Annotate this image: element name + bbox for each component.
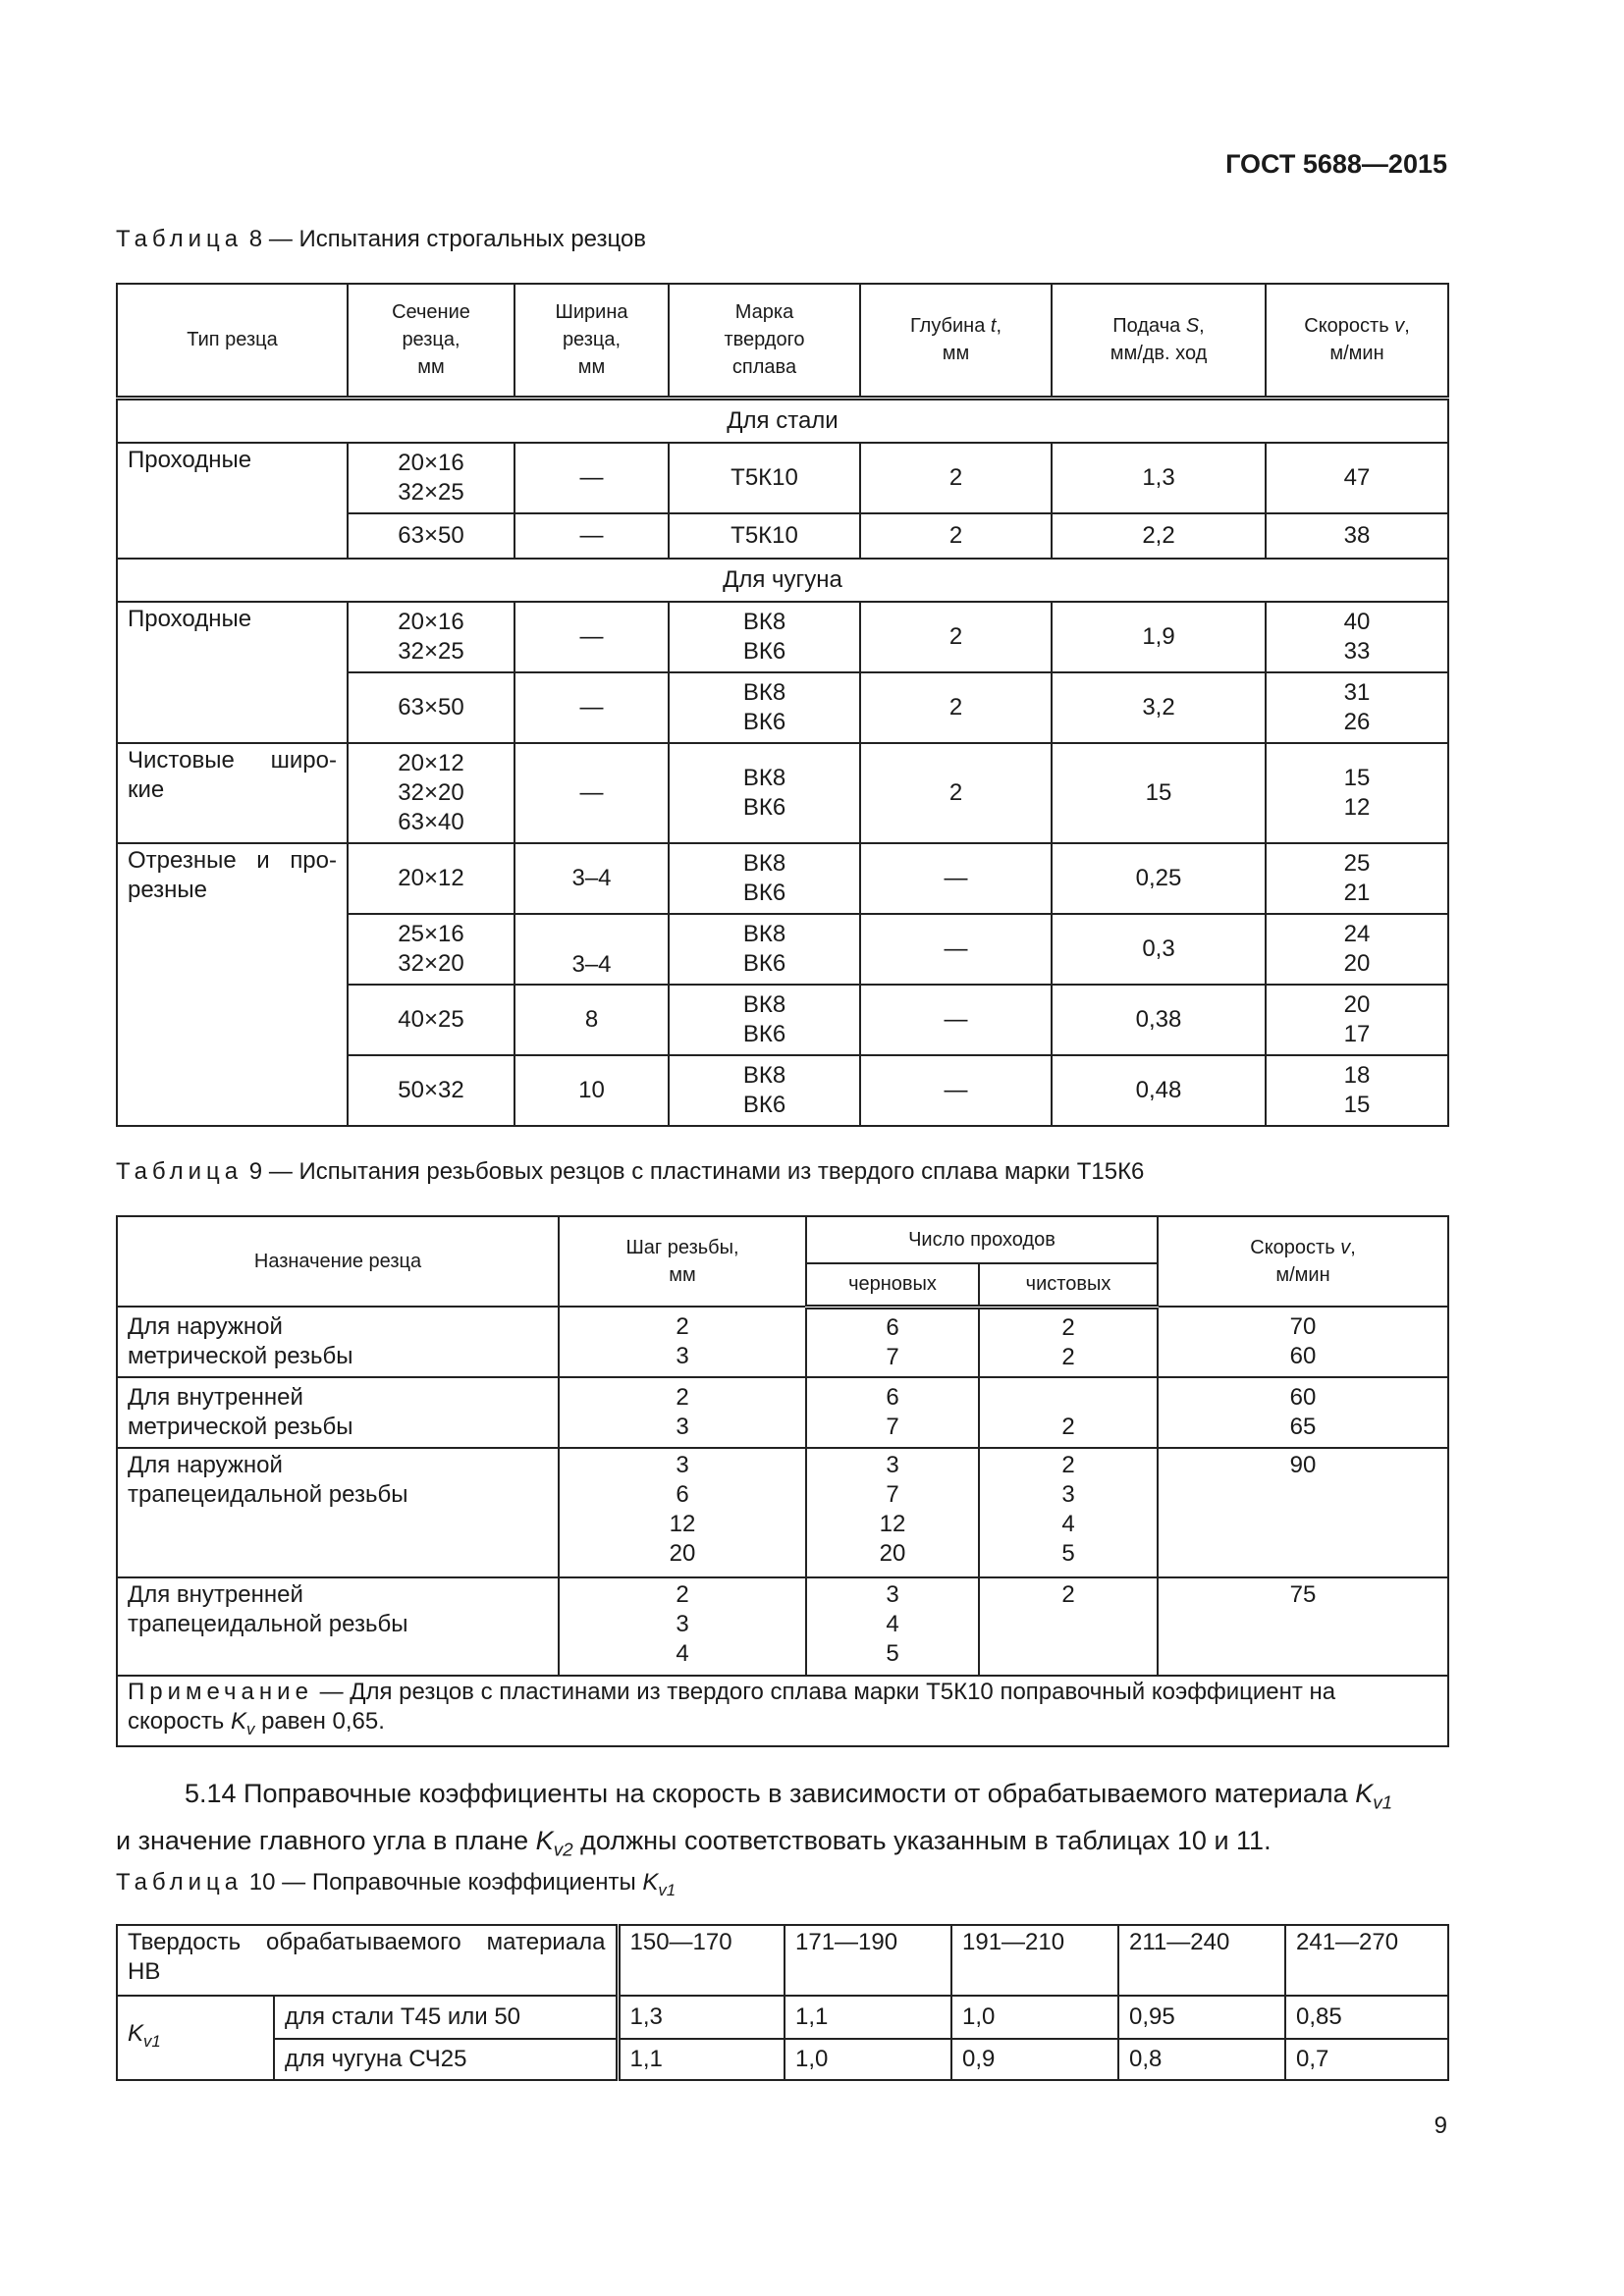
table8-group-steel: Для стали xyxy=(117,398,1448,443)
table-row xyxy=(117,1307,1448,1377)
table9-cell-rough: 3 4 5 xyxy=(806,1577,979,1676)
table9-cell-finish: 2 2 xyxy=(979,1307,1158,1377)
table8-cell-section: 20×12 32×20 63×40 xyxy=(348,743,514,843)
table8-cell-grade: ВК8 ВК6 xyxy=(669,843,860,914)
table9-header-finish: чистовых xyxy=(979,1263,1158,1307)
table8-cell-speed: 20 17 xyxy=(1266,985,1448,1055)
table10 xyxy=(116,1924,1449,2081)
table10-cell-value: 1,1 xyxy=(618,2039,785,2080)
table8-cell-depth: 2 xyxy=(860,672,1052,743)
table10-cell-value: 0,7 xyxy=(1285,2039,1448,2080)
table9-note: Примечание — Для резцов с пластинами из твердого сплава марки Т5К10 поправочный коэффициент на скорость $K_v$ равен 0,65. xyxy=(117,1676,1448,1746)
document-id: ГОСТ 5688—2015 xyxy=(1225,149,1447,179)
table10-header-label: Твердость обрабатываемого материала НВ xyxy=(117,1925,618,1996)
table8-cell-grade: Т5К10 xyxy=(669,513,860,559)
table9-header-pitch: Шаг резьбы, мм xyxy=(559,1216,806,1307)
table8-cell-section: 20×16 32×25 xyxy=(348,602,514,672)
table8-cell-feed: 15 xyxy=(1052,743,1266,843)
table8-cell-speed: 24 20 xyxy=(1266,914,1448,985)
table8-cell-section: 63×50 xyxy=(348,513,514,559)
page-number: 9 xyxy=(1434,2112,1447,2139)
table8-cell-width: — xyxy=(514,743,669,843)
table10-row-label: для стали Т45 или 50 xyxy=(274,1996,618,2039)
table8-cell-type: Проходные xyxy=(117,443,348,559)
table-row xyxy=(117,1448,1448,1577)
table9-cell-finish: 2 xyxy=(979,1577,1158,1676)
table10-row-label: для чугуна СЧ25 xyxy=(274,2039,618,2080)
table9-note-row xyxy=(117,1676,1448,1746)
table8-cell-depth: — xyxy=(860,843,1052,914)
table8-cell-section: 63×50 xyxy=(348,672,514,743)
table10-range: 211—240 xyxy=(1118,1925,1285,1996)
table8-cell-feed: 0,3 xyxy=(1052,914,1266,985)
table10-caption-text: — Поправочные коэффициенты xyxy=(282,1869,636,1896)
table10-caption-number: 10 xyxy=(248,1869,276,1896)
table10-header-row xyxy=(117,1925,1448,1996)
table8-cell-speed: 40 33 xyxy=(1266,602,1448,672)
table8-caption-text: — Испытания строгальных резцов xyxy=(268,226,647,252)
table10-cell-value: 1,1 xyxy=(785,1996,951,2039)
table8-cell-section: 40×25 xyxy=(348,985,514,1055)
table8-cell-type: Отрезные и про- резные xyxy=(117,843,348,1126)
table-row xyxy=(117,743,1448,843)
table-row xyxy=(117,443,1448,513)
table9-cell-speed: 60 65 xyxy=(1158,1377,1448,1448)
table8-cell-section: 20×16 32×25 xyxy=(348,443,514,513)
table-row xyxy=(117,2039,1448,2080)
table9-cell-rough: 3 7 12 20 xyxy=(806,1448,979,1577)
table10-cell-value: 0,9 xyxy=(951,2039,1118,2080)
table8-cell-width: 3–4 xyxy=(514,843,669,914)
table8-header-row xyxy=(117,284,1448,398)
table8-cell-width: 8 xyxy=(514,985,669,1055)
table8-header-width: Ширина резца, мм xyxy=(514,284,669,398)
table8-cell-width: 10 xyxy=(514,1055,669,1126)
table9-cell-purpose: Для наружной трапецеидальной резьбы xyxy=(117,1448,559,1577)
table8-cell-grade: ВК8 ВК6 xyxy=(669,602,860,672)
table9-cell-pitch: 2 3 4 xyxy=(559,1577,806,1676)
table8-cell-grade: ВК8 ВК6 xyxy=(669,914,860,985)
table8-group-row xyxy=(117,398,1448,443)
table8-cell-depth: 2 xyxy=(860,513,1052,559)
table8-cell-width: — xyxy=(514,443,669,513)
table10-cell-value: 0,8 xyxy=(1118,2039,1285,2080)
table9-cell-speed: 70 60 xyxy=(1158,1307,1448,1377)
table8-cell-grade: Т5К10 xyxy=(669,443,860,513)
table8-cell-depth: 2 xyxy=(860,743,1052,843)
table9-cell-rough: 6 7 xyxy=(806,1307,979,1377)
table8-cell-width: 3–4 xyxy=(514,914,669,985)
table-row xyxy=(117,1996,1448,2039)
table8-cell-speed: 31 26 xyxy=(1266,672,1448,743)
table9-cell-purpose: Для внутренней трапецеидальной резьбы xyxy=(117,1577,559,1676)
table8-cell-grade: ВК8 ВК6 xyxy=(669,672,860,743)
table8-cell-section: 50×32 xyxy=(348,1055,514,1126)
table8-header-depth: Глубина t, мм xyxy=(860,284,1052,398)
table9-cell-pitch: 2 3 xyxy=(559,1307,806,1377)
table8-cell-grade: ВК8 ВК6 xyxy=(669,743,860,843)
table8 xyxy=(116,283,1449,1127)
table8-cell-feed: 0,25 xyxy=(1052,843,1266,914)
table10-range: 191—210 xyxy=(951,1925,1118,1996)
table9-cell-pitch: 2 3 xyxy=(559,1377,806,1448)
table8-cell-depth: 2 xyxy=(860,443,1052,513)
table-row xyxy=(117,602,1448,672)
table8-cell-feed: 0,38 xyxy=(1052,985,1266,1055)
table8-cell-grade: ВК8 ВК6 xyxy=(669,985,860,1055)
table9-cell-speed: 75 xyxy=(1158,1577,1448,1676)
table8-cell-width: — xyxy=(514,513,669,559)
table9-cell-pitch: 3 6 12 20 xyxy=(559,1448,806,1577)
table8-cell-speed: 25 21 xyxy=(1266,843,1448,914)
table8-group-row xyxy=(117,559,1448,602)
table9-caption-word: Таблица xyxy=(116,1158,244,1185)
table8-cell-depth: — xyxy=(860,1055,1052,1126)
table9-caption-text: — Испытания резьбовых резцов с пластинами из твердого сплава марки Т15К6 xyxy=(268,1158,1145,1185)
table10-range: 150—170 xyxy=(618,1925,785,1996)
table-row xyxy=(117,1577,1448,1676)
table9-header-row xyxy=(117,1216,1448,1263)
table10-cell-value: 1,0 xyxy=(785,2039,951,2080)
table10-k-label: $K_{v1}$ xyxy=(117,1996,274,2080)
table8-header-feed: Подача S, мм/дв. ход xyxy=(1052,284,1266,398)
table8-cell-type: Чистовые широ- кие xyxy=(117,743,348,843)
table8-cell-depth: — xyxy=(860,985,1052,1055)
table8-group-iron: Для чугуна xyxy=(117,559,1448,602)
table8-cell-speed: 18 15 xyxy=(1266,1055,1448,1126)
table8-cell-feed: 2,2 xyxy=(1052,513,1266,559)
table8-cell-feed: 1,9 xyxy=(1052,602,1266,672)
table9-cell-rough: 6 7 xyxy=(806,1377,979,1448)
table9-caption-number: 9 xyxy=(248,1158,263,1185)
table8-header-type: Тип резца xyxy=(117,284,348,398)
table8-cell-speed: 15 12 xyxy=(1266,743,1448,843)
table8-cell-section: 20×12 xyxy=(348,843,514,914)
table-row xyxy=(117,843,1448,914)
table8-cell-depth: 2 xyxy=(860,602,1052,672)
table9-cell-finish: 2 3 4 5 xyxy=(979,1448,1158,1577)
table10-cell-value: 1,3 xyxy=(618,1996,785,2039)
table8-caption xyxy=(116,226,646,253)
table9-cell-finish: 2 xyxy=(979,1377,1158,1448)
paragraph-5-14: 5.14 Поправочные коэффициенты на скорость в зависимости от обрабатываемого материала $K_{v1}$ и значение главного угла в плане $K_{v2}$ должны соответствовать указанным в таблицах 10 и 11. xyxy=(116,1779,1393,1861)
table8-cell-speed: 47 xyxy=(1266,443,1448,513)
table8-caption-number: 8 xyxy=(248,226,263,252)
table8-cell-section: 25×16 32×20 xyxy=(348,914,514,985)
table9-cell-purpose: Для внутренней метрической резьбы xyxy=(117,1377,559,1448)
table9 xyxy=(116,1215,1449,1747)
table8-header-section: Сечение резца, мм xyxy=(348,284,514,398)
table8-cell-width: — xyxy=(514,602,669,672)
table10-caption: Таблица 10 — Поправочные коэффициенты $K_{v1}$ xyxy=(116,1869,677,1899)
table8-cell-speed: 38 xyxy=(1266,513,1448,559)
table9-header-speed: Скорость v, м/мин xyxy=(1158,1216,1448,1307)
table8-cell-grade: ВК8 ВК6 xyxy=(669,1055,860,1126)
table10-cell-value: 1,0 xyxy=(951,1996,1118,2039)
table8-cell-feed: 0,48 xyxy=(1052,1055,1266,1126)
table8-cell-depth: — xyxy=(860,914,1052,985)
table8-cell-feed: 1,3 xyxy=(1052,443,1266,513)
table8-caption-word: Таблица xyxy=(116,226,244,252)
table8-cell-feed: 3,2 xyxy=(1052,672,1266,743)
table9-header-rough: черновых xyxy=(806,1263,979,1307)
table9-cell-speed: 90 xyxy=(1158,1448,1448,1577)
table10-range: 241—270 xyxy=(1285,1925,1448,1996)
table8-cell-width: — xyxy=(514,672,669,743)
table9-cell-purpose: Для наружной метрической резьбы xyxy=(117,1307,559,1377)
table8-cell-type: Проходные xyxy=(117,602,348,743)
table10-caption-word: Таблица xyxy=(116,1869,244,1896)
table9-header-purpose: Назначение резца xyxy=(117,1216,559,1307)
table8-header-grade: Марка твердого сплава xyxy=(669,284,860,398)
table9-caption xyxy=(116,1158,1144,1186)
table10-cell-value: 0,85 xyxy=(1285,1996,1448,2039)
table-row xyxy=(117,1377,1448,1448)
table9-header-passes: Число проходов xyxy=(806,1216,1158,1263)
table10-cell-value: 0,95 xyxy=(1118,1996,1285,2039)
table10-range: 171—190 xyxy=(785,1925,951,1996)
table8-header-speed: Скорость v, м/мин xyxy=(1266,284,1448,398)
